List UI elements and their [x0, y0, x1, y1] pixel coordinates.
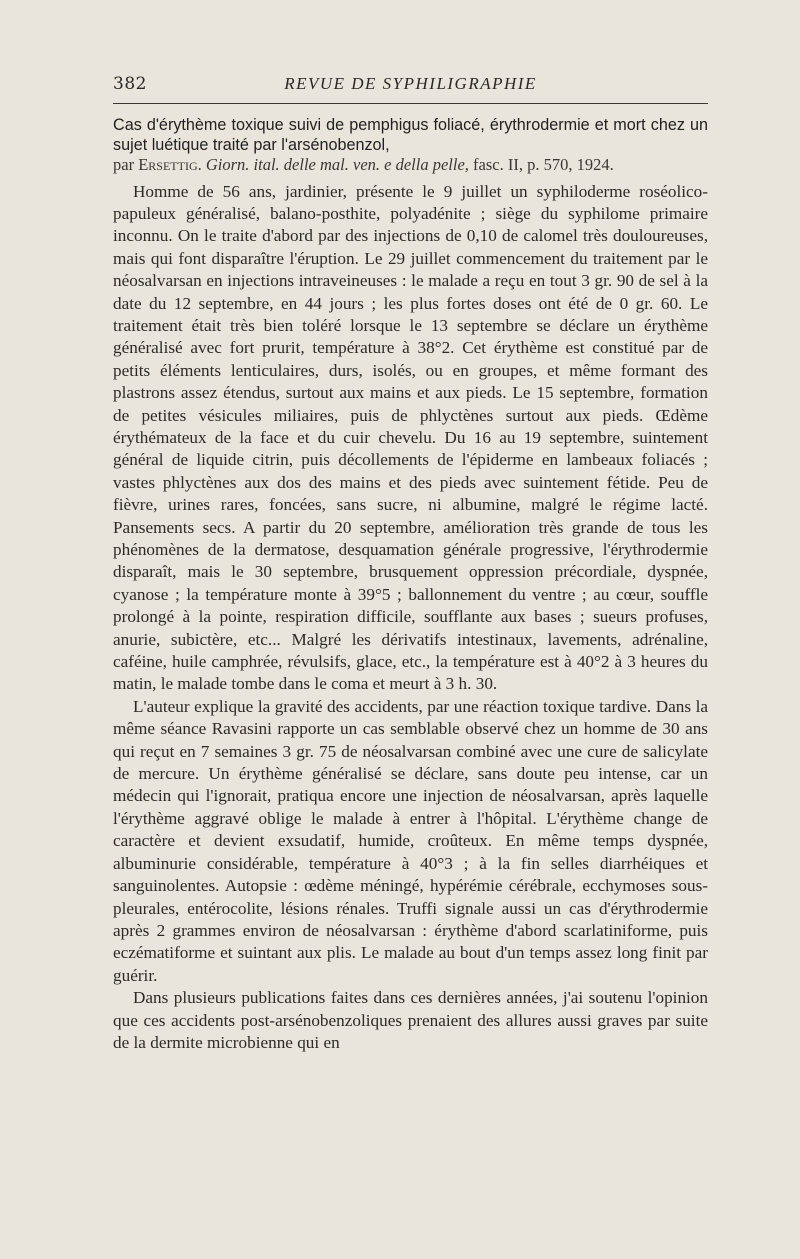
paragraph-author-explanation: L'auteur explique la gravité des accidents, par une réaction toxique tardive. Dans la même séance Ravasini rapporte un cas semblable observé chez un homme de 30 ans qui reçut en 7 semaines 3 gr. 75 de néosalvarsan combiné avec une cure de salicylate de mercure. Un érythème généralisé se déclare, sans doute peu intense, car un médecin qui l'ignorait, pratiqua encore une injection de néosalvarsan, après laquelle l'érythème aggravé oblige le malade à entrer à l'hôpital. L'érythème change de caractère et devient exsudatif, humide, croûteux. En même temps dyspnée, albuminurie considérable, température à 40°3 ; à la fin selles diarrhéiques et sanguinolentes. Autopsie : œdème méningé, hypérémie cérébrale, ecchymoses sous-pleurales, entérocolite, lésions rénales. Truffi signale aussi un cas d'érythrodermie après 2 grammes environ de néosalvarsan : érythème d'abord scarlatiniforme, puis eczématiforme et suintant aux plis. Le malade au bout d'un temps assez long finit par guérir. — [113, 696, 708, 985]
page-number: 382 — [113, 74, 147, 94]
journal-reference: fasc. II, p. 570, 1924. — [473, 155, 614, 174]
paragraph-commentary: Dans plusieurs publications faites dans ces dernières années, j'ai soutenu l'opinion que ces accidents post-arsénobenzoliques prenaient des allures aussi graves par suite de la dermite microbienne qui en — [113, 988, 708, 1052]
author-name: Ersettig. — [138, 155, 202, 174]
article-citation — [113, 155, 708, 175]
paragraph-case-report: Homme de 56 ans, jardinier, présente le 9 juillet un syphiloderme roséolico-papuleux généralisé, balano-posthite, polyadénite ; siège du syphilome primaire inconnu. On le traite d'abord par des injections de 0,10 de calomel très douloureuses, mais qui font disparaître l'éruption. Le 29 juillet commencement du traitement par le néosalvarsan en injections intraveineuses : le malade a reçu en tout 3 gr. 90 de sel à la date du 12 septembre, en 44 jours ; les plus fortes doses ont été de 0 gr. 60. Le traitement était très bien toléré lorsque le 13 septembre se déclare un érythème généralisé avec fort prurit, température à 38°2. Cet érythème est constitué par de petits éléments lenticulaires, durs, isolés, ou en groupes, et même formant des plastrons assez étendus, surtout aux mains et aux pieds. Le 15 septembre, formation de petites vésicules miliaires, puis de phlyctènes surtout aux pieds. Œdème érythémateux de la face et du cuir chevelu. Du 16 au 19 septembre, suintement général de liquide citrin, puis décollements de l'épiderme en lambeaux foliacés ; vastes phlyctènes aux dos des mains et des pieds avec suintement fétide. Peu de fièvre, urines rares, foncées, sans sucre, ni albumine, malgré le régime lacté. Pansements secs. A partir du 20 septembre, amélioration très grande de tous les phénomènes de la dermatose, desquamation générale progressive, l'érythrodermie disparaît, mais le 30 septembre, brusquement oppression précordiale, dyspnée, cyanose ; la température monte à 39°5 ; ballonnement du ventre ; au cœur, souffle prolongé à la pointe, respiration difficile, soufflante aux bases ; sueurs profuses, anurie, subictère, etc... Malgré les dérivatifs intestinaux, lavements, adrénaline, caféine, huile camphrée, révulsifs, glace, etc., la température est à 40°2 à 3 heures du matin, le malade tombe dans le coma et meurt à 3 h. 30. — [113, 181, 708, 694]
header-rule — [113, 103, 708, 104]
article-body — [113, 116, 708, 1054]
author-prefix: par — [113, 155, 135, 174]
page-header — [113, 74, 708, 98]
running-head: REVUE DE SYPHILIGRAPHIE — [284, 74, 537, 93]
journal-name: Giorn. ital. delle mal. ven. e della pelle, — [205, 155, 469, 174]
article-title-text: Cas d'érythème toxique suivi de pemphigus foliacé, érythrodermie et mort chez un sujet luétique traité par l'arsénobenzol, — [113, 116, 708, 154]
article-title — [113, 116, 708, 155]
